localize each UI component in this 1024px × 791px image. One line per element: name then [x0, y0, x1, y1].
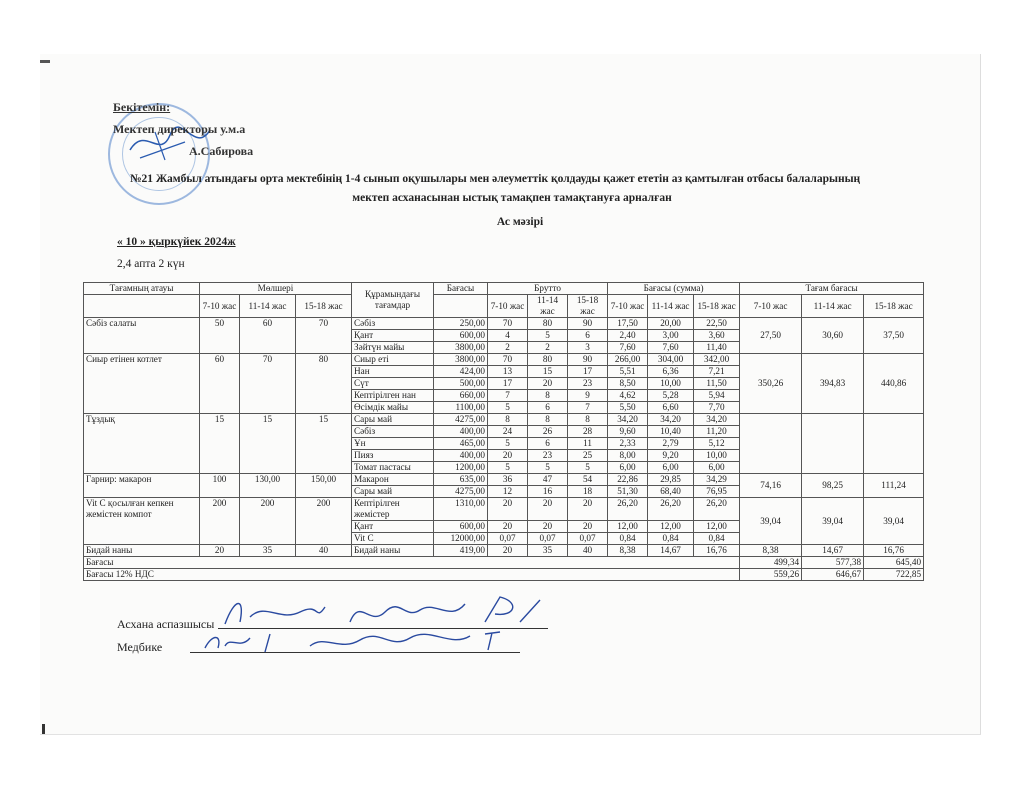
sum-value: 10,00 — [694, 450, 740, 462]
component-name: Кептірілген нан — [352, 390, 434, 402]
document-title-line2: мектеп асханасынан ыстық тамақпен тамақтануға арналған — [352, 192, 672, 204]
component-price: 400,00 — [434, 450, 488, 462]
summary-row — [84, 569, 924, 581]
sum-value: 6,36 — [648, 366, 694, 378]
header-price: Бағасы — [434, 283, 488, 295]
dish-name: Тұздық — [84, 414, 200, 474]
table-row — [84, 354, 924, 366]
sum-value: 8,38 — [608, 545, 648, 557]
gross-value: 17 — [488, 378, 528, 390]
component-name: Макарон — [352, 474, 434, 486]
component-name: Томат пастасы — [352, 462, 434, 474]
gross-value: 20 — [528, 521, 568, 533]
dish-quantity: 35 — [240, 545, 296, 557]
dish-total: 39,04 — [740, 498, 802, 545]
gross-value: 40 — [568, 545, 608, 557]
gross-value: 0,07 — [568, 533, 608, 545]
gross-value: 28 — [568, 426, 608, 438]
table-row — [84, 414, 924, 426]
gross-value: 4 — [488, 330, 528, 342]
sum-value: 51,30 — [608, 486, 648, 498]
approval-label: Бекітемін: — [113, 100, 171, 114]
component-price: 660,00 — [434, 390, 488, 402]
sum-value: 266,00 — [608, 354, 648, 366]
document-title-menu: Ас мәзірі — [496, 216, 544, 228]
dish-total: 39,04 — [864, 498, 924, 545]
summary-value: 499,34 — [740, 557, 802, 569]
approval-director-name: А.Сабирова — [189, 144, 254, 158]
gross-value: 20 — [488, 545, 528, 557]
table-row — [84, 474, 924, 486]
component-name: Нан — [352, 366, 434, 378]
dish-quantity: 40 — [296, 545, 352, 557]
gross-value: 0,07 — [528, 533, 568, 545]
gross-value: 70 — [488, 354, 528, 366]
gross-value: 6 — [528, 402, 568, 414]
gross-value: 5 — [528, 462, 568, 474]
sum-value: 5,12 — [694, 438, 740, 450]
sum-value: 10,40 — [648, 426, 694, 438]
document-title-line1: №21 Жамбыл атындағы орта мектебінің 1-4 сынып оқушылары мен әлеуметтік қолдауды қажет ететін аз қамтылған отбасы балаларының — [130, 173, 861, 185]
scan-mark — [42, 724, 45, 734]
sum-value: 29,85 — [648, 474, 694, 486]
sum-value: 68,40 — [648, 486, 694, 498]
component-price: 600,00 — [434, 330, 488, 342]
gross-value: 24 — [488, 426, 528, 438]
sum-value: 14,67 — [648, 545, 694, 557]
dish-quantity: 200 — [240, 498, 296, 545]
sum-value: 16,76 — [694, 545, 740, 557]
dish-quantity: 150,00 — [296, 474, 352, 498]
sum-value: 11,40 — [694, 342, 740, 354]
gross-value: 8 — [528, 390, 568, 402]
dish-total: 111,24 — [864, 474, 924, 498]
sum-value: 11,20 — [694, 426, 740, 438]
component-name: Пияз — [352, 450, 434, 462]
dish-total: 14,67 — [802, 545, 864, 557]
sum-value: 3,00 — [648, 330, 694, 342]
gross-value: 9 — [568, 390, 608, 402]
cook-label: Асхана аспазшысы — [117, 617, 215, 631]
gross-value: 20 — [568, 498, 608, 521]
component-name: Сары май — [352, 486, 434, 498]
component-name: Сәбіз — [352, 426, 434, 438]
gross-value: 7 — [568, 402, 608, 414]
component-name: Кептірілген жемістер — [352, 498, 434, 521]
header-age: 15-18 жас — [568, 295, 608, 318]
header-age: 7-10 жас — [740, 295, 802, 318]
sum-value: 342,00 — [694, 354, 740, 366]
summary-label: Бағасы 12% НДС — [84, 569, 740, 581]
header-age: 7-10 жас — [488, 295, 528, 318]
header-age: 15-18 жас — [296, 295, 352, 318]
dish-quantity: 130,00 — [240, 474, 296, 498]
header-quantity: Мөлшері — [200, 283, 352, 295]
dish-total: 394,83 — [802, 354, 864, 414]
sum-value: 2,40 — [608, 330, 648, 342]
gross-value: 20 — [568, 521, 608, 533]
component-price: 500,00 — [434, 378, 488, 390]
gross-value: 90 — [568, 354, 608, 366]
gross-value: 13 — [488, 366, 528, 378]
dish-quantity: 50 — [200, 318, 240, 354]
gross-value: 54 — [568, 474, 608, 486]
component-price: 3800,00 — [434, 354, 488, 366]
sum-value: 3,60 — [694, 330, 740, 342]
gross-value: 0,07 — [488, 533, 528, 545]
sum-value: 22,86 — [608, 474, 648, 486]
sum-value: 12,00 — [648, 521, 694, 533]
header-age: 11-14 жас — [528, 295, 568, 318]
menu-week-day: 2,4 апта 2 күн — [117, 258, 185, 270]
sum-value: 34,20 — [648, 414, 694, 426]
approval-block — [113, 96, 253, 162]
dish-quantity: 60 — [200, 354, 240, 414]
sum-value: 304,00 — [648, 354, 694, 366]
summary-value: 577,38 — [802, 557, 864, 569]
gross-value: 25 — [568, 450, 608, 462]
component-price: 1200,00 — [434, 462, 488, 474]
table-row — [84, 545, 924, 557]
component-name: Сары май — [352, 414, 434, 426]
scan-mark — [40, 60, 50, 63]
gross-value: 20 — [488, 450, 528, 462]
gross-value: 8 — [488, 414, 528, 426]
component-price: 250,00 — [434, 318, 488, 330]
header-age: 11-14 жас — [802, 295, 864, 318]
sum-value: 26,20 — [694, 498, 740, 521]
gross-value: 6 — [568, 330, 608, 342]
dish-quantity: 20 — [200, 545, 240, 557]
sum-value: 6,00 — [608, 462, 648, 474]
gross-value: 8 — [568, 414, 608, 426]
table-row — [84, 318, 924, 330]
sum-value: 34,20 — [608, 414, 648, 426]
sum-value: 76,95 — [694, 486, 740, 498]
sum-value: 10,00 — [648, 378, 694, 390]
sum-value: 7,70 — [694, 402, 740, 414]
gross-value: 36 — [488, 474, 528, 486]
component-price: 4275,00 — [434, 414, 488, 426]
dish-quantity: 15 — [200, 414, 240, 474]
sum-value: 34,20 — [694, 414, 740, 426]
gross-value: 2 — [528, 342, 568, 354]
gross-value: 80 — [528, 318, 568, 330]
sum-value: 5,51 — [608, 366, 648, 378]
dish-name: Vit C қосылған кепкен жемістен компот — [84, 498, 200, 545]
component-name: Өсімдік майы — [352, 402, 434, 414]
dish-total: 440,86 — [864, 354, 924, 414]
gross-value: 6 — [528, 438, 568, 450]
gross-value: 70 — [488, 318, 528, 330]
gross-value: 20 — [488, 521, 528, 533]
dish-name: Сәбіз салаты — [84, 318, 200, 354]
component-name: Зәйтүн майы — [352, 342, 434, 354]
gross-value: 16 — [528, 486, 568, 498]
dish-total: 350,26 — [740, 354, 802, 414]
sum-value: 6,00 — [694, 462, 740, 474]
dish-quantity: 15 — [240, 414, 296, 474]
gross-value: 20 — [528, 378, 568, 390]
sum-value: 5,28 — [648, 390, 694, 402]
dish-quantity: 70 — [240, 354, 296, 414]
dish-total: 30,60 — [802, 318, 864, 354]
approval-position: Мектеп директоры у.м.а — [113, 122, 246, 136]
sum-value: 0,84 — [608, 533, 648, 545]
gross-value: 5 — [488, 462, 528, 474]
dish-quantity: 15 — [296, 414, 352, 474]
dish-total: 98,25 — [802, 474, 864, 498]
sum-value: 9,60 — [608, 426, 648, 438]
sum-value: 12,00 — [608, 521, 648, 533]
component-name: Vit C — [352, 533, 434, 545]
summary-value: 559,26 — [740, 569, 802, 581]
sum-value: 6,60 — [648, 402, 694, 414]
dish-total — [740, 414, 802, 474]
dish-total: 16,76 — [864, 545, 924, 557]
sum-value: 20,00 — [648, 318, 694, 330]
sum-value: 26,20 — [608, 498, 648, 521]
summary-value: 645,40 — [864, 557, 924, 569]
menu-table-body — [84, 318, 924, 581]
dish-quantity: 70 — [296, 318, 352, 354]
sum-value: 7,21 — [694, 366, 740, 378]
sum-value: 2,79 — [648, 438, 694, 450]
table-row — [84, 498, 924, 521]
sum-value: 5,50 — [608, 402, 648, 414]
gross-value: 20 — [528, 498, 568, 521]
sum-value: 34,29 — [694, 474, 740, 486]
dish-total: 37,50 — [864, 318, 924, 354]
component-price: 4275,00 — [434, 486, 488, 498]
dish-total — [864, 414, 924, 474]
sum-value: 0,84 — [694, 533, 740, 545]
gross-value: 7 — [488, 390, 528, 402]
sum-value: 8,00 — [608, 450, 648, 462]
gross-value: 5 — [488, 402, 528, 414]
menu-table — [83, 282, 924, 581]
sum-value: 26,20 — [648, 498, 694, 521]
component-price: 424,00 — [434, 366, 488, 378]
menu-date: « 10 » қыркүйек 2024ж — [117, 236, 236, 248]
sum-value: 6,00 — [648, 462, 694, 474]
component-name: Бидай наны — [352, 545, 434, 557]
dish-quantity: 80 — [296, 354, 352, 414]
sum-value: 22,50 — [694, 318, 740, 330]
gross-value: 8 — [528, 414, 568, 426]
header-age: 15-18 жас — [864, 295, 924, 318]
gross-value: 2 — [488, 342, 528, 354]
sum-value: 4,62 — [608, 390, 648, 402]
component-price: 3800,00 — [434, 342, 488, 354]
gross-value: 47 — [528, 474, 568, 486]
dish-name: Сиыр етінен котлет — [84, 354, 200, 414]
sum-value: 5,94 — [694, 390, 740, 402]
component-price: 635,00 — [434, 474, 488, 486]
sum-value: 17,50 — [608, 318, 648, 330]
sum-value: 2,33 — [608, 438, 648, 450]
sum-value: 8,50 — [608, 378, 648, 390]
header-components: Құрамындағы тағамдар — [352, 283, 434, 318]
summary-label: Бағасы — [84, 557, 740, 569]
dish-name: Гарнир: макарон — [84, 474, 200, 498]
header-gross: Брутто — [488, 283, 608, 295]
dish-total: 27,50 — [740, 318, 802, 354]
component-name: Қант — [352, 330, 434, 342]
header-age: 15-18 жас — [694, 295, 740, 318]
dish-total: 39,04 — [802, 498, 864, 545]
sum-value: 9,20 — [648, 450, 694, 462]
component-name: Сәбіз — [352, 318, 434, 330]
component-name: Сүт — [352, 378, 434, 390]
component-price: 1100,00 — [434, 402, 488, 414]
sum-value: 7,60 — [608, 342, 648, 354]
header-dish: Тағамның атауы — [84, 283, 200, 295]
dish-quantity: 100 — [200, 474, 240, 498]
dish-total — [802, 414, 864, 474]
component-price: 12000,00 — [434, 533, 488, 545]
header-price-sum: Бағасы (сумма) — [608, 283, 740, 295]
header-age: 7-10 жас — [608, 295, 648, 318]
sum-value: 0,84 — [648, 533, 694, 545]
gross-value: 20 — [488, 498, 528, 521]
component-name: Қант — [352, 521, 434, 533]
gross-value: 26 — [528, 426, 568, 438]
summary-value: 722,85 — [864, 569, 924, 581]
summary-value: 646,67 — [802, 569, 864, 581]
component-price: 600,00 — [434, 521, 488, 533]
gross-value: 90 — [568, 318, 608, 330]
gross-value: 5 — [488, 438, 528, 450]
dish-total: 8,38 — [740, 545, 802, 557]
sum-value: 12,00 — [694, 521, 740, 533]
header-age: 7-10 жас — [200, 295, 240, 318]
gross-value: 18 — [568, 486, 608, 498]
gross-value: 11 — [568, 438, 608, 450]
sum-value: 7,60 — [648, 342, 694, 354]
component-price: 1310,00 — [434, 498, 488, 521]
dish-quantity: 60 — [240, 318, 296, 354]
component-price: 419,00 — [434, 545, 488, 557]
summary-row — [84, 557, 924, 569]
gross-value: 23 — [528, 450, 568, 462]
dish-total: 74,16 — [740, 474, 802, 498]
dish-quantity: 200 — [200, 498, 240, 545]
nurse-signature — [200, 626, 520, 658]
gross-value: 5 — [528, 330, 568, 342]
component-price: 400,00 — [434, 426, 488, 438]
component-name: Ұн — [352, 438, 434, 450]
header-age: 11-14 жас — [648, 295, 694, 318]
gross-value: 15 — [528, 366, 568, 378]
gross-value: 80 — [528, 354, 568, 366]
component-price: 465,00 — [434, 438, 488, 450]
gross-value: 3 — [568, 342, 608, 354]
gross-value: 17 — [568, 366, 608, 378]
gross-value: 5 — [568, 462, 608, 474]
gross-value: 12 — [488, 486, 528, 498]
nurse-label: Медбике — [117, 640, 163, 654]
header-age: 11-14 жас — [240, 295, 296, 318]
gross-value: 23 — [568, 378, 608, 390]
sum-value: 11,50 — [694, 378, 740, 390]
gross-value: 35 — [528, 545, 568, 557]
dish-name: Бидай наны — [84, 545, 200, 557]
component-name: Сиыр еті — [352, 354, 434, 366]
dish-quantity: 200 — [296, 498, 352, 545]
header-dish-price: Тағам бағасы — [740, 283, 924, 295]
